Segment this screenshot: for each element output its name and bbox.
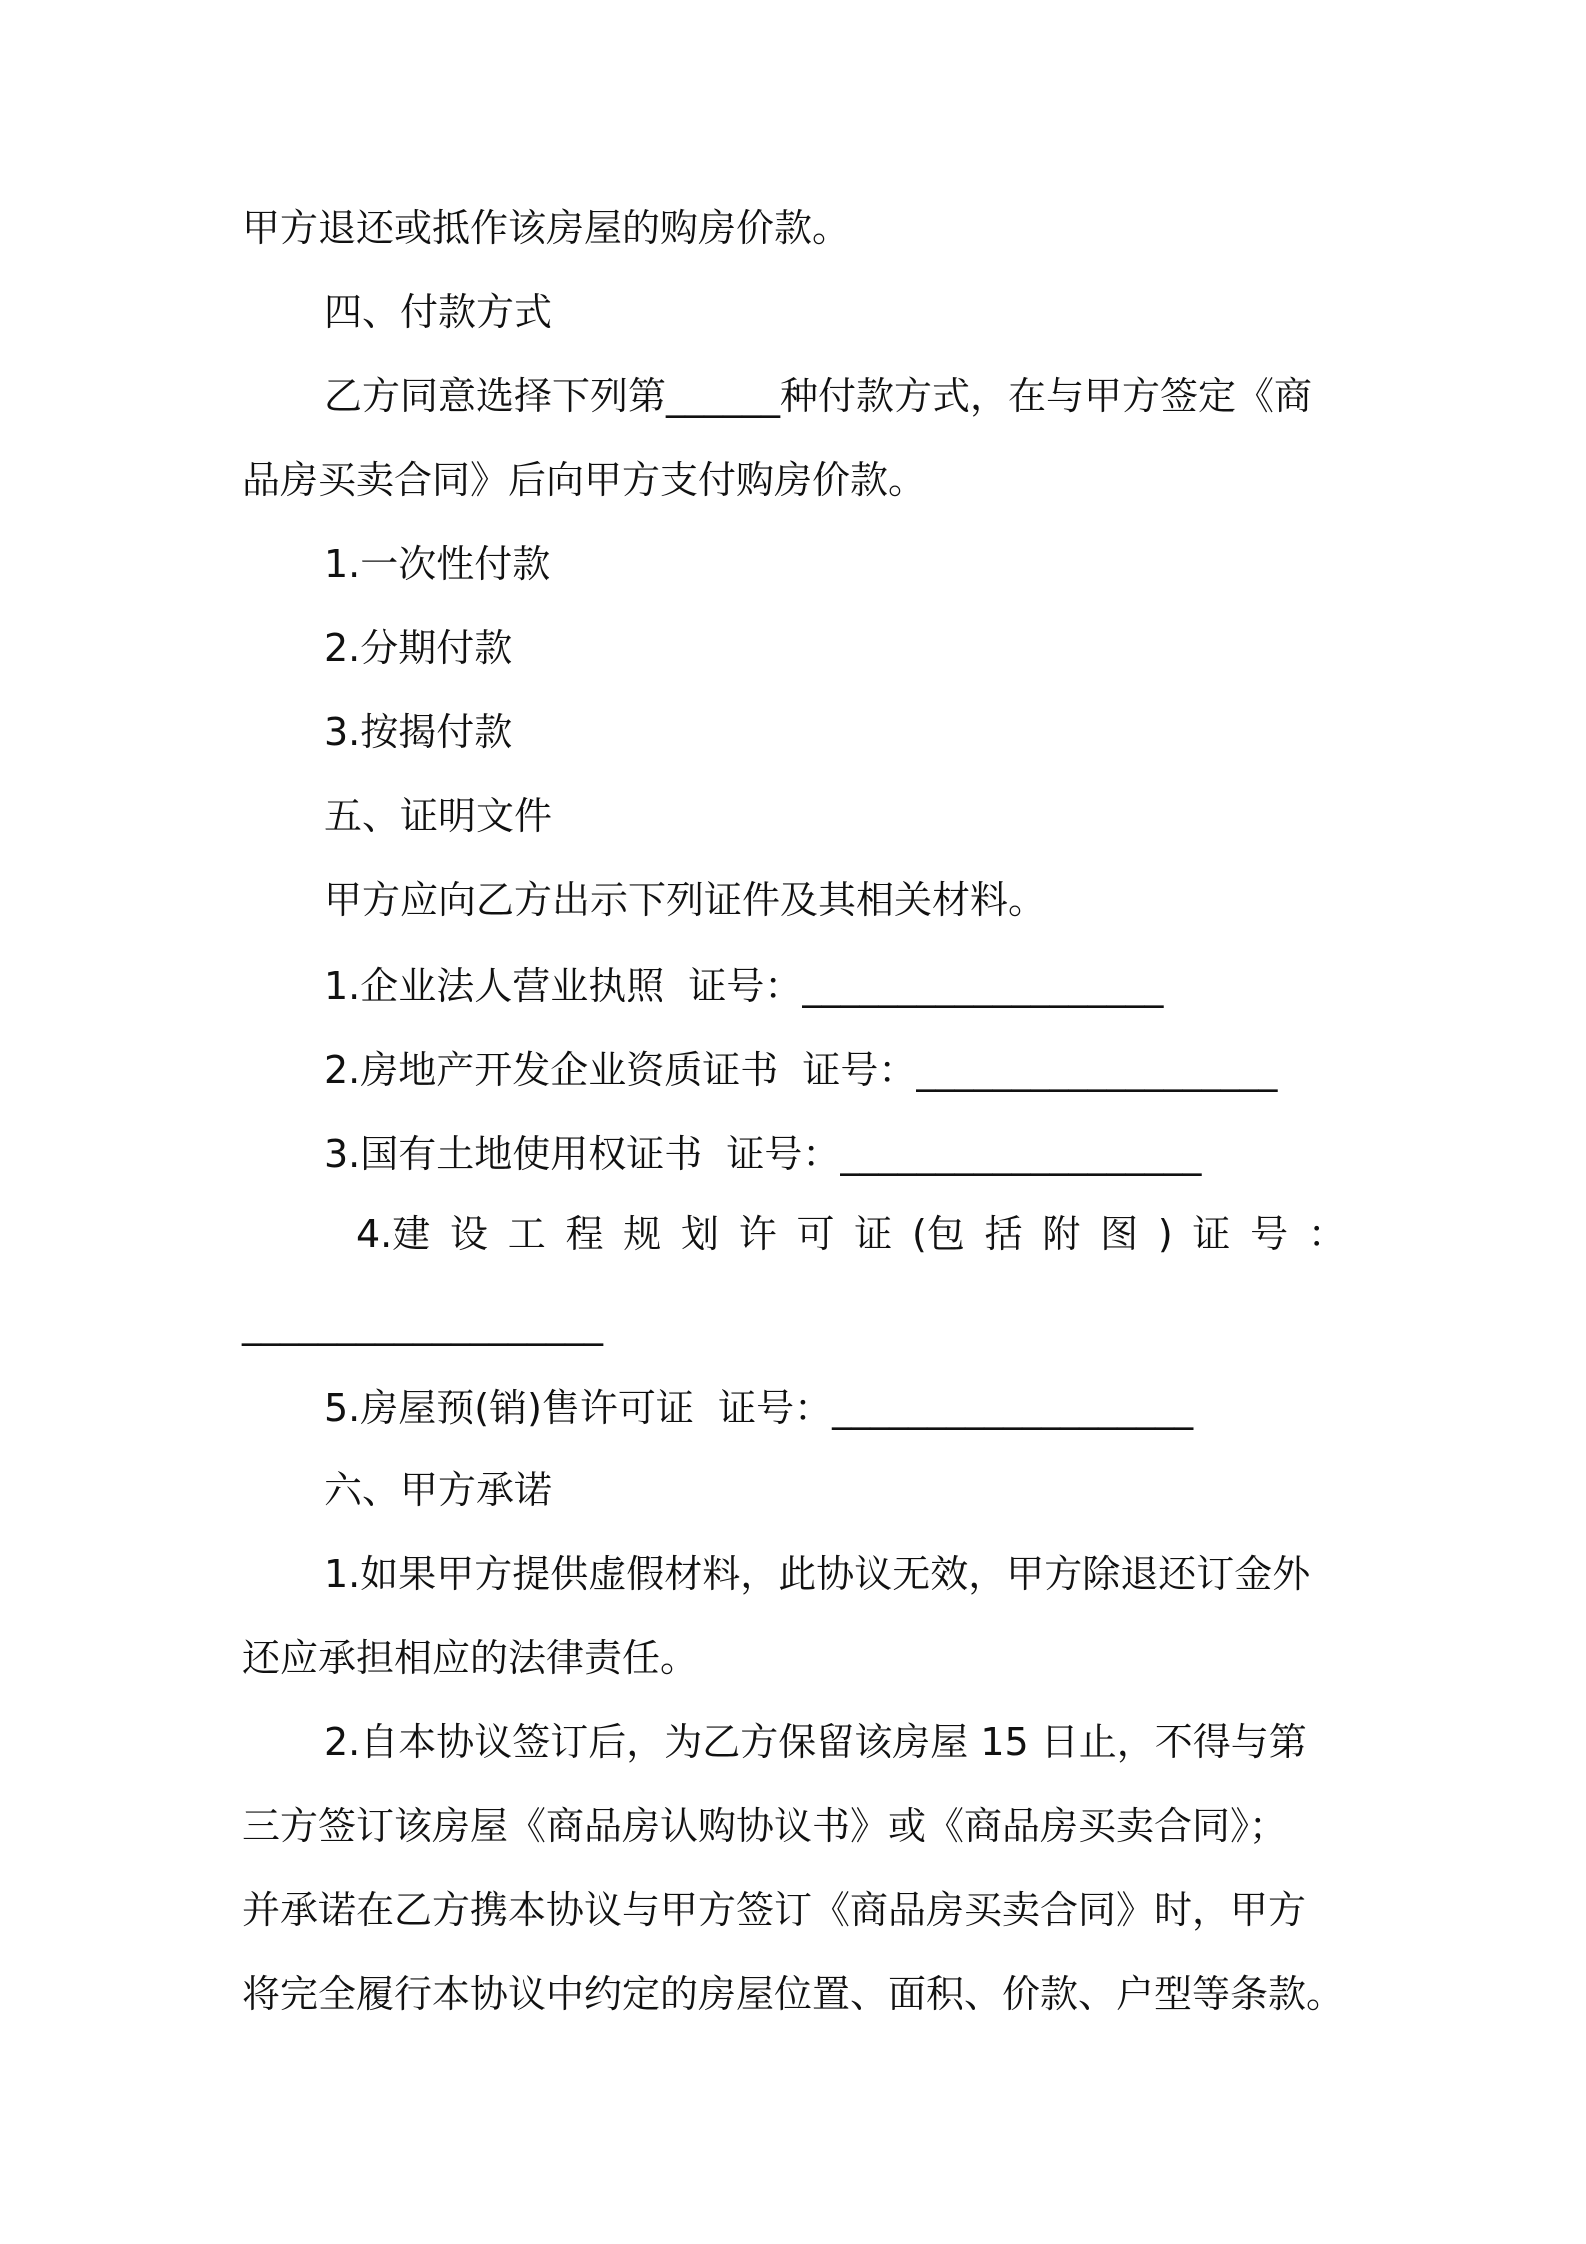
justified-char: ) [1157,1212,1173,1256]
justified-char: 可 [796,1212,835,1256]
list-item-justified [356,1210,1346,1258]
justified-char: 号 [1250,1212,1289,1256]
list-item: 2.房地产开发企业资质证书 证号：___________________ [324,1048,1278,1092]
justified-char: ： [1307,1212,1346,1256]
paragraph-line: 甲方退还或抵作该房屋的购房价款。 [242,206,851,250]
justified-char: 证 [1192,1212,1231,1256]
blank-underline: ___________________ [242,1302,603,1346]
paragraph-line: 2.自本协议签订后，为乙方保留该房屋 15 日止，不得与第 [324,1720,1307,1764]
paragraph-line: 1.如果甲方提供虚假材料，此协议无效，甲方除退还订金外 [324,1552,1311,1596]
justified-char: 4.建 [356,1212,431,1256]
paragraph-line: 三方签订该房屋《商品房认购协议书》或《商品房买卖合同》； [242,1804,1288,1848]
paragraph-line: 并承诺在乙方携本协议与甲方签订《商品房买卖合同》时，甲方 [242,1888,1307,1932]
justified-char: 图 [1100,1212,1139,1256]
justified-char: 证 [854,1212,893,1256]
justified-char: 程 [565,1212,604,1256]
paragraph-line: 乙方同意选择下列第______种付款方式，在与甲方签定《商 [324,374,1313,418]
list-item: 1.企业法人营业执照 证号：___________________ [324,964,1164,1008]
list-item: 1.一次性付款 [324,542,551,586]
justified-char: 许 [738,1212,777,1256]
justified-char: 划 [681,1212,720,1256]
paragraph-line: 甲方应向乙方出示下列证件及其相关材料。 [324,878,1047,922]
justified-char: 规 [623,1212,662,1256]
paragraph-line: 品房买卖合同》后向甲方支付购房价款。 [242,458,927,502]
section-heading-payment: 四、付款方式 [324,290,553,334]
list-item: 2.分期付款 [324,626,513,670]
section-heading-commitment: 六、甲方承诺 [324,1468,553,1512]
list-item: 5.房屋预(销)售许可证 证号：___________________ [324,1386,1194,1430]
justified-char: 括 [984,1212,1023,1256]
justified-char: 工 [507,1212,546,1256]
list-item: 3.按揭付款 [324,710,513,754]
list-item: 3.国有土地使用权证书 证号：___________________ [324,1132,1202,1176]
section-heading-documents: 五、证明文件 [324,794,553,838]
paragraph-line: 还应承担相应的法律责任。 [242,1636,699,1680]
justified-char: 设 [450,1212,489,1256]
paragraph-line: 将完全履行本协议中约定的房屋位置、面积、价款、户型等条款。 [242,1972,1345,2016]
justified-char: (包 [912,1212,965,1256]
justified-char: 附 [1042,1212,1081,1256]
